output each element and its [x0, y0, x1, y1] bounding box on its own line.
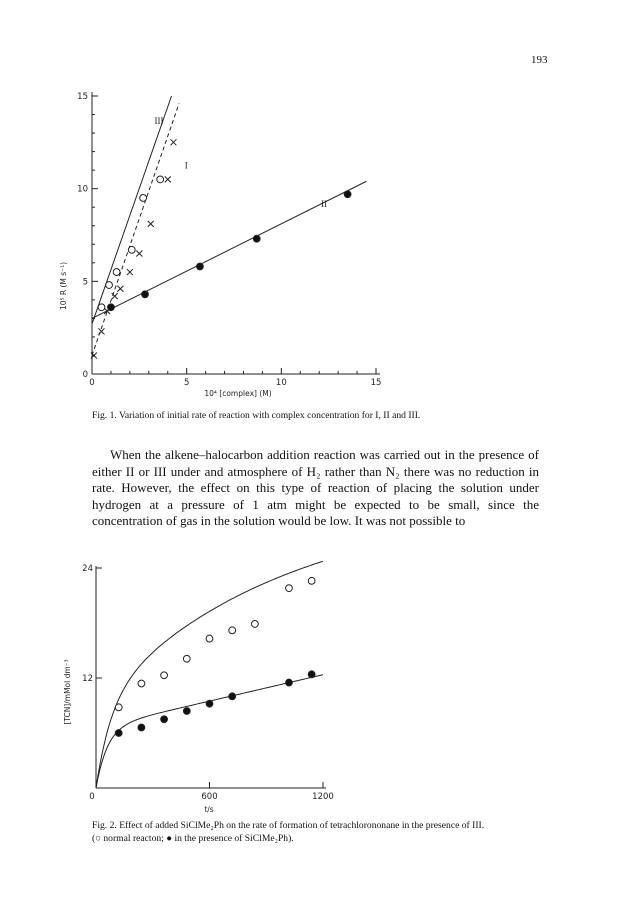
figure-2-y-axis-label: [TCN]/mMol dm⁻³ — [63, 659, 72, 725]
figure-1-point-II — [253, 235, 260, 242]
figure-1-series-label-I: I — [184, 160, 188, 171]
figure-2-caption-line-2: (○ normal reacton; ● in the presence of SiClMe₂Ph). — [92, 833, 294, 844]
figure-1-point-I — [112, 293, 118, 299]
figure-1-caption: Fig. 1. Variation of initial rate of reaction with complex concentration for I, II and III. — [92, 410, 421, 421]
figure-1-axes — [77, 92, 381, 388]
figure-1-point-I — [165, 176, 171, 182]
figure-2-fit-curves — [96, 561, 323, 788]
body-paragraph-text: When the alkene–halocarbon addition reaction was carried out in the presence of either II or III under and atmosphere of H₂ rather than N₂ there was no reduction in rate. However, the effect on this type of reaction of placing the solution under hydrogen at a pressure of 1 atm might be expected to be small, since the concentration of gas in the solution would be low. It was not possible to — [92, 447, 539, 529]
figure-1-point-II — [108, 304, 115, 311]
figure-2-y-tick-label: 24 — [82, 564, 93, 574]
figure-2-axes — [82, 564, 334, 802]
figure-1-y-tick-label: 0 — [82, 370, 88, 380]
figure-2-point-open — [138, 680, 145, 687]
figure-1-x-tick-label: 0 — [89, 378, 95, 388]
figure-2-point-filled — [138, 724, 145, 731]
figure-1-x-tick-label: 5 — [183, 378, 190, 388]
figure-2-point-filled — [229, 693, 236, 700]
figure-2-point-open — [252, 621, 259, 628]
figure-2-curve-normal — [96, 561, 323, 788]
figure-1-point-III — [106, 282, 113, 289]
figure-2-point-filled — [286, 679, 293, 686]
figure-2-point-open — [115, 704, 122, 711]
figure-2-x-tick-label: 600 — [201, 792, 218, 802]
figure-2-point-open — [183, 655, 190, 662]
body-paragraph — [92, 447, 539, 530]
figure-1-y-axis-label: 10⁵ R (M s⁻¹) — [59, 261, 68, 311]
figure-1-point-I — [117, 286, 123, 292]
figure-1-point-I — [136, 251, 142, 257]
figure-2-point-filled — [115, 730, 122, 737]
figure-1-point-II — [142, 291, 149, 298]
figure-2-point-filled — [206, 700, 213, 707]
figure-2-curve-added-silane — [96, 675, 323, 788]
figure-2-point-filled — [308, 671, 315, 678]
page-number: 193 — [531, 54, 548, 66]
figure-1-point-II — [197, 263, 204, 270]
figure-1-fit-lines — [92, 96, 367, 355]
figure-2-x-axis-label: t/s — [204, 805, 214, 814]
figure-2-point-filled — [161, 716, 168, 723]
figure-2-point-open — [206, 635, 213, 642]
figure-1-chart — [0, 78, 625, 403]
figure-1-point-III — [98, 304, 105, 311]
figure-1-point-I — [127, 269, 133, 275]
figure-1-x-tick-label: 10 — [275, 378, 287, 388]
figure-1-series-label-II: II — [321, 199, 328, 210]
figure-1-y-tick-label: 10 — [77, 184, 88, 195]
figure-2-point-filled — [183, 708, 190, 715]
figure-2-caption — [92, 819, 542, 845]
figure-1-point-I — [170, 139, 176, 145]
figure-1-point-III — [128, 246, 135, 253]
figure-1-point-III — [113, 269, 120, 276]
figure-1-point-III — [140, 195, 147, 202]
figure-1-x-axis-label: 10⁴ [complex] (M) — [204, 389, 272, 398]
figure-1-data-marks — [91, 116, 351, 359]
figure-2-point-open — [308, 577, 315, 584]
figure-2-x-tick-label: 1200 — [312, 792, 334, 802]
figure-2-point-open — [286, 585, 293, 592]
figure-2-point-open — [161, 672, 168, 679]
figure-1-y-tick-label: 15 — [77, 92, 88, 102]
figure-2-point-open — [229, 627, 236, 634]
figure-1-series-label-III: III — [154, 115, 164, 126]
figure-1-fit-line-I — [92, 103, 179, 355]
figure-2-data-marks — [115, 577, 315, 736]
figure-1-point-I — [148, 221, 154, 227]
figure-2-caption-line-1: Fig. 2. Effect of added SiClMe₂Ph on the rate of formation of tetrachlorononane in the presence of III. — [92, 820, 485, 831]
figure-1-point-I — [98, 328, 104, 334]
figure-1-x-tick-label: 15 — [370, 378, 382, 388]
figure-2-y-tick-label: 12 — [82, 674, 93, 684]
figure-2-x-tick-label: 0 — [89, 792, 95, 802]
figure-1-y-tick-label: 5 — [82, 277, 88, 288]
figure-1-point-III — [157, 176, 164, 183]
figure-1-fit-line-III — [92, 96, 172, 324]
figure-1-point-II — [344, 191, 351, 198]
figure-2-chart — [0, 560, 625, 815]
